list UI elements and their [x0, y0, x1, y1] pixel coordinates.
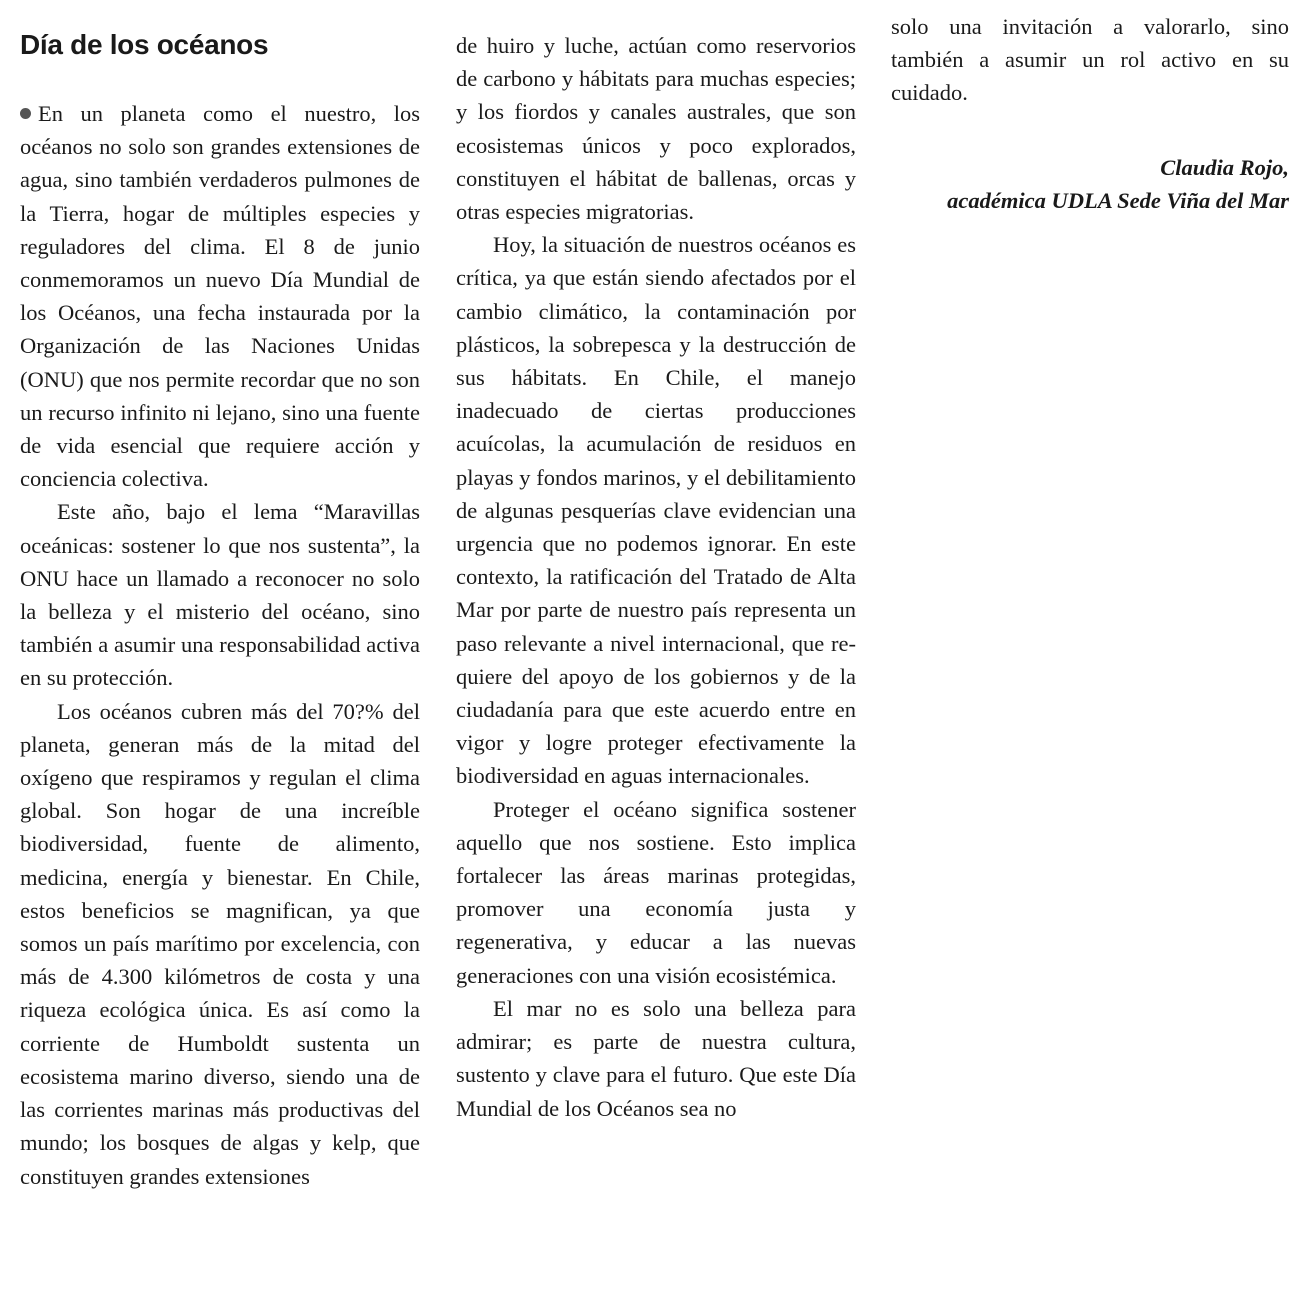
column-2: [456, 29, 856, 1125]
paragraph: Proteger el océano significa sostener aquello que nos sostiene. Esto implica fortalecer las áreas marinas protegidas, promover una economía justa y regenerativa, y educar a las nuevas generaciones con una visión ecosistémica.: [456, 796, 856, 988]
column-1: [20, 20, 420, 1193]
paragraph-text: En un planeta como el nuestro, los océanos no solo son grandes extensiones de agua, sino también verdaderos pulmones de la Tierra, hogar de múltiples especies y reguladores del clima. El 8 de junio conmemoramos un nuevo Día Mundial de los Océanos, una fecha instaurada por la Organización de las Naciones Unidas (ONU) que nos permite recordar que no son un recurso infinito ni lejano, sino una fuente de vida esencial que requiere acción y conciencia colectiva.: [20, 101, 420, 492]
column-3: [891, 10, 1289, 217]
paragraph: Este año, bajo el lema “Maravillas oceánicas: sostener lo que nos sustenta”, la ONU hace un llamado a reconocer no solo la belleza y el misterio del océano, sino también a asumir una responsabilidad activa en su protección.: [20, 499, 420, 691]
paragraph: solo una invitación a valorarlo, sino también a asumir un rol activo en su cuidado.: [891, 14, 1289, 106]
bullet-icon: [20, 108, 31, 119]
paragraph: El mar no es solo una belleza para admirar; es parte de nuestra cultura, sustento y clave para el futuro. Que este Día Mundial de los Océanos sea no: [456, 995, 856, 1121]
paragraph: [20, 97, 420, 495]
signature: [891, 151, 1289, 217]
article-title: Día de los océanos: [20, 29, 269, 60]
paragraph: de huiro y luche, actúan como reservorios de carbono y hábitats para muchas especies; y los fiordos y canales australes, que son ecosistemas únicos y poco explorados, constituyen el hábitat de ballenas, orcas y otras especies migratorias.: [456, 33, 856, 225]
paragraph: Los océanos cubren más del 70?% del planeta, generan más de la mitad del oxígeno que respiramos y regulan el clima global. Son hogar de una increíble biodiversidad, fuente de alimento, medicina, energía y bienestar. En Chile, estos beneficios se magnifican, ya que somos un país marítimo por excelencia, con más de 4.300 kilómetros de costa y una riqueza ecológica única. Es así como la corriente de Humboldt sustenta un ecosistema marino diverso, siendo una de las corrientes marinas más productivas del mundo; los bosques de algas y kelp, que constituyen grandes extensiones: [20, 698, 420, 1189]
author-role: académica UDLA Sede Viña del Mar: [947, 187, 1289, 213]
paragraph: Hoy, la situación de nuestros océanos es crítica, ya que están siendo afectados por el cambio climático, la contaminación por plásticos, la sobrepesca y la destrucción de sus hábitats. En Chile, el manejo inadecuado de ciertas producciones acuícolas, la acumulación de residuos en playas y fondos marinos, y el debilitamiento de algunas pesquerías clave evidencian una urgencia que no podemos ignorar. En este contexto, la ratificación del Tratado de Alta Mar por parte de nuestro país representa un paso relevante a nivel internacional, que requiere del apoyo de los gobiernos y de la ciudadanía para que este acuerdo entre en vigor y logre proteger efectivamente la biodiversidad en aguas internacionales.: [456, 232, 856, 789]
author-name: Claudia Rojo,: [1160, 154, 1289, 180]
